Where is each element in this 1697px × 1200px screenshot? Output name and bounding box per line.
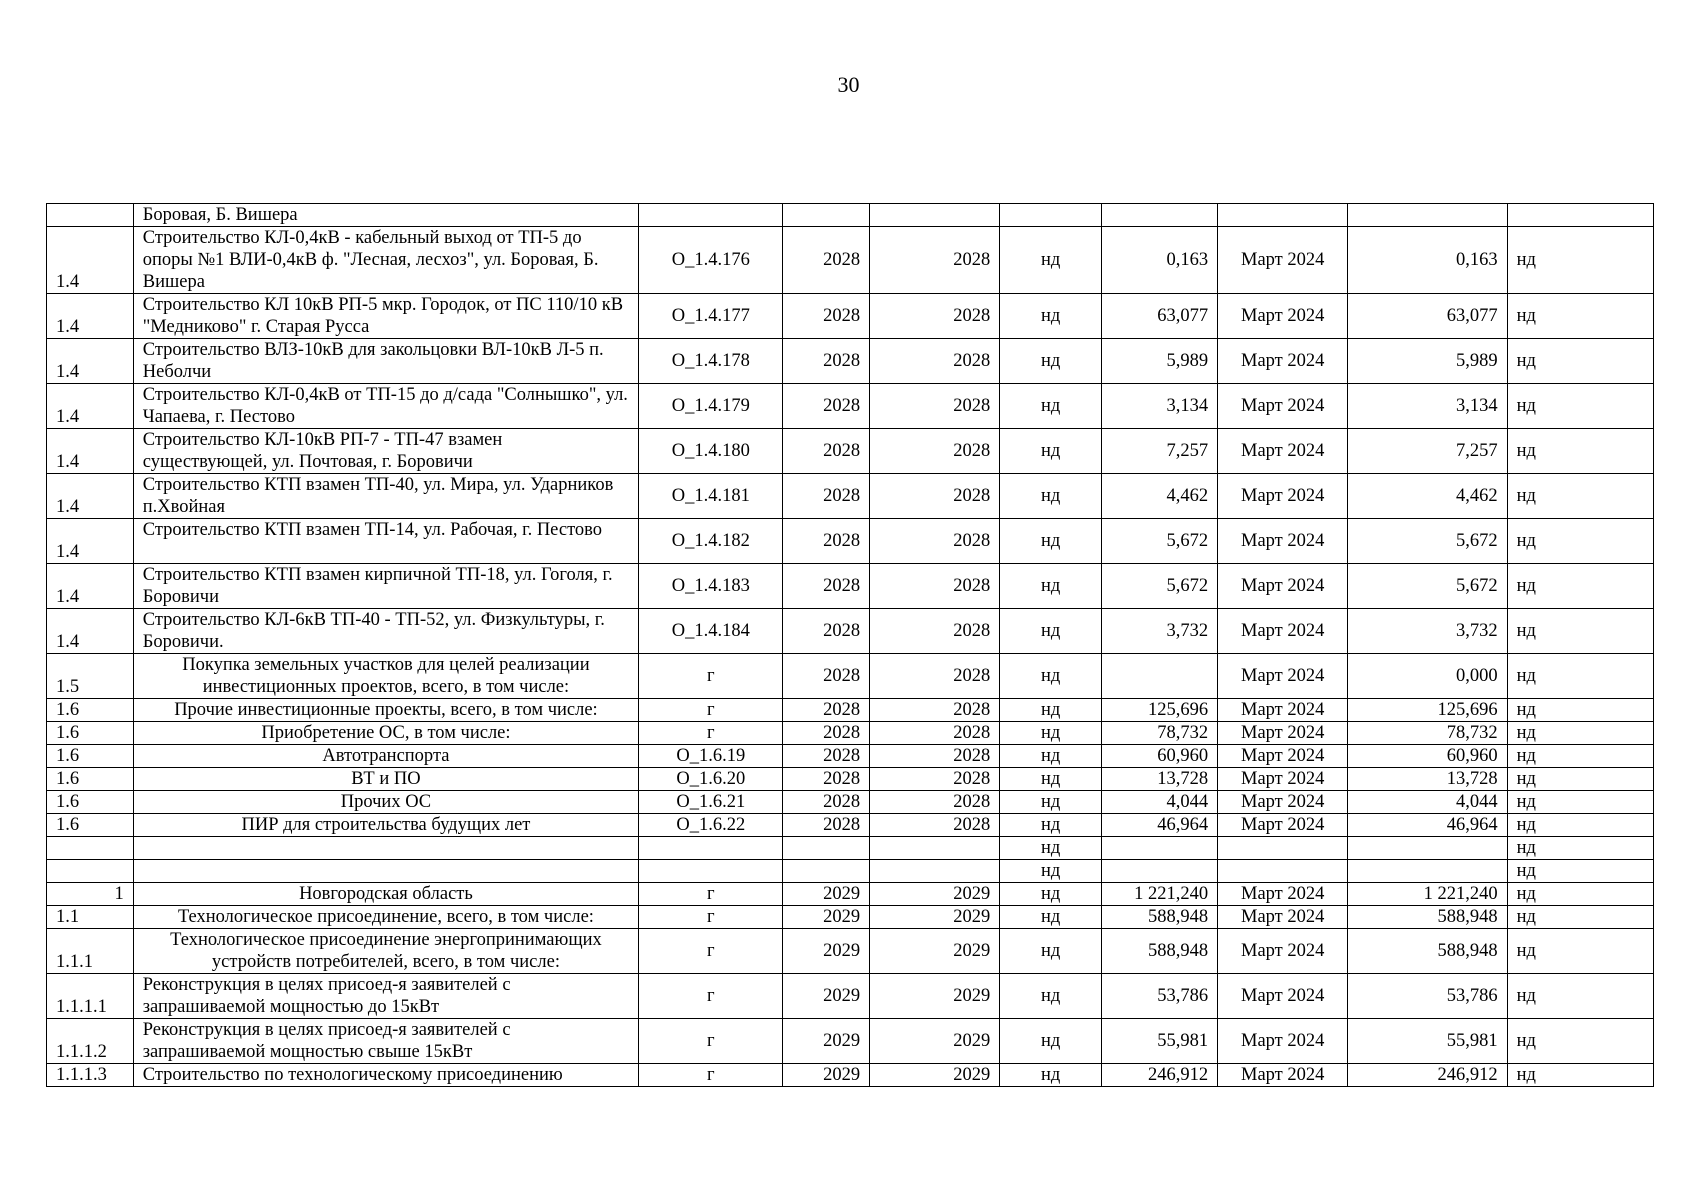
nd-value: нд [1000,654,1102,699]
row-number: 1.6 [47,768,134,791]
project-name: Строительство КТП взамен кирпичной ТП-18, ул. Гоголя, г. Боровичи [133,564,638,609]
total-cost-value: 3,732 [1348,609,1507,654]
end-year: 2028 [870,384,1000,429]
nd-value: нд [1000,429,1102,474]
total-cost-value: 125,696 [1348,699,1507,722]
project-name: Технологическое присоединение, всего, в том числе: [133,906,638,929]
end-year: 2028 [870,474,1000,519]
project-code [639,837,783,860]
start-year: 2028 [783,768,870,791]
price-date: Март 2024 [1218,1064,1348,1087]
project-code: О_1.4.182 [639,519,783,564]
nd-value-2: нд [1507,906,1653,929]
nd-value-2: нд [1507,929,1653,974]
project-code: О_1.4.184 [639,609,783,654]
project-name: Технологическое присоединение энергопринимающих устройств потребителей, всего, в том числе: [133,929,638,974]
total-cost-value: 246,912 [1348,1064,1507,1087]
table-row [47,519,1654,564]
price-date: Март 2024 [1218,294,1348,339]
row-number [47,860,134,883]
total-cost-value: 78,732 [1348,722,1507,745]
end-year: 2029 [870,906,1000,929]
end-year: 2029 [870,1064,1000,1087]
table-row [47,609,1654,654]
project-name: Боровая, Б. Вишера [133,204,638,227]
nd-value-2: нд [1507,654,1653,699]
project-code: О_1.4.181 [639,474,783,519]
table-row [47,1019,1654,1064]
table-row [47,791,1654,814]
row-number: 1.5 [47,654,134,699]
nd-value: нд [1000,929,1102,974]
project-code: О_1.4.180 [639,429,783,474]
table-row [47,294,1654,339]
row-number: 1.4 [47,384,134,429]
nd-value-2: нд [1507,722,1653,745]
end-year [870,837,1000,860]
start-year: 2028 [783,384,870,429]
nd-value-2: нд [1507,837,1653,860]
nd-value: нд [1000,768,1102,791]
cost-value: 4,044 [1102,791,1218,814]
row-number: 1.6 [47,722,134,745]
project-name: Строительство КЛ-0,4кВ - кабельный выход от ТП-5 до опоры №1 ВЛИ-0,4кВ ф. "Лесная, лесхоз", ул. Боровая, Б. Вишера [133,227,638,294]
nd-value-2: нд [1507,974,1653,1019]
investment-program-table [46,203,1654,1087]
project-name [133,837,638,860]
project-name: ВТ и ПО [133,768,638,791]
row-number [47,837,134,860]
project-code: г [639,654,783,699]
start-year: 2029 [783,1064,870,1087]
cost-value: 5,672 [1102,519,1218,564]
start-year: 2028 [783,429,870,474]
row-number: 1.4 [47,564,134,609]
nd-value: нд [1000,860,1102,883]
nd-value: нд [1000,294,1102,339]
end-year: 2028 [870,814,1000,837]
total-cost-value: 55,981 [1348,1019,1507,1064]
project-name: ПИР для строительства будущих лет [133,814,638,837]
table-row [47,974,1654,1019]
cost-value: 588,948 [1102,929,1218,974]
row-number: 1 [47,883,134,906]
price-date: Март 2024 [1218,654,1348,699]
end-year: 2028 [870,294,1000,339]
cost-value: 46,964 [1102,814,1218,837]
start-year: 2028 [783,474,870,519]
row-number: 1.1.1 [47,929,134,974]
cost-value: 5,672 [1102,564,1218,609]
total-cost-value: 5,989 [1348,339,1507,384]
project-name: Реконструкция в целях присоед-я заявителей с запрашиваемой мощностью до 15кВт [133,974,638,1019]
row-number: 1.4 [47,227,134,294]
project-name [133,860,638,883]
nd-value-2: нд [1507,1064,1653,1087]
table-row [47,768,1654,791]
total-cost-value: 0,000 [1348,654,1507,699]
price-date: Март 2024 [1218,1019,1348,1064]
row-number: 1.6 [47,814,134,837]
nd-value: нд [1000,837,1102,860]
end-year: 2029 [870,883,1000,906]
nd-value-2: нд [1507,227,1653,294]
start-year: 2029 [783,906,870,929]
start-year: 2028 [783,699,870,722]
table-row [47,699,1654,722]
end-year: 2028 [870,609,1000,654]
cost-value: 588,948 [1102,906,1218,929]
project-name: Строительство ВЛЗ-10кВ для закольцовки ВЛ-10кВ Л-5 п. Неболчи [133,339,638,384]
project-name: Строительство КЛ 10кВ РП-5 мкр. Городок, от ПС 110/10 кВ "Медниково" г. Старая Русса [133,294,638,339]
end-year: 2029 [870,1019,1000,1064]
start-year: 2028 [783,609,870,654]
table-row [47,654,1654,699]
price-date [1218,204,1348,227]
cost-value: 3,732 [1102,609,1218,654]
end-year: 2028 [870,768,1000,791]
start-year [783,204,870,227]
project-code: г [639,974,783,1019]
nd-value: нд [1000,609,1102,654]
start-year: 2029 [783,883,870,906]
price-date: Март 2024 [1218,929,1348,974]
project-name: Строительство КТП взамен ТП-14, ул. Рабочая, г. Пестово [133,519,638,564]
end-year: 2028 [870,227,1000,294]
price-date: Март 2024 [1218,768,1348,791]
nd-value [1000,204,1102,227]
project-name: Автотранспорта [133,745,638,768]
project-code [639,204,783,227]
end-year: 2028 [870,791,1000,814]
row-number: 1.6 [47,791,134,814]
end-year: 2028 [870,699,1000,722]
end-year: 2028 [870,429,1000,474]
table-row [47,227,1654,294]
end-year: 2029 [870,974,1000,1019]
start-year: 2028 [783,722,870,745]
nd-value: нд [1000,745,1102,768]
nd-value: нд [1000,722,1102,745]
row-number: 1.4 [47,474,134,519]
nd-value: нд [1000,814,1102,837]
cost-value: 0,163 [1102,227,1218,294]
total-cost-value: 46,964 [1348,814,1507,837]
start-year: 2029 [783,929,870,974]
row-number [47,204,134,227]
cost-value: 7,257 [1102,429,1218,474]
cost-value: 60,960 [1102,745,1218,768]
project-code: О_1.6.22 [639,814,783,837]
start-year: 2029 [783,1019,870,1064]
nd-value: нд [1000,791,1102,814]
cost-value: 63,077 [1102,294,1218,339]
start-year: 2028 [783,564,870,609]
cost-value: 78,732 [1102,722,1218,745]
project-code: г [639,1019,783,1064]
project-name: Реконструкция в целях присоед-я заявителей с запрашиваемой мощностью свыше 15кВт [133,1019,638,1064]
project-code: О_1.4.176 [639,227,783,294]
price-date: Март 2024 [1218,519,1348,564]
cost-value: 4,462 [1102,474,1218,519]
start-year: 2028 [783,519,870,564]
end-year: 2028 [870,339,1000,384]
project-code: г [639,722,783,745]
project-name: Строительство КЛ-0,4кВ от ТП-15 до д/сада "Солнышко", ул. Чапаева, г. Пестово [133,384,638,429]
project-code: г [639,929,783,974]
project-code [639,860,783,883]
cost-value: 3,134 [1102,384,1218,429]
table-row [47,564,1654,609]
price-date: Март 2024 [1218,564,1348,609]
price-date: Март 2024 [1218,699,1348,722]
nd-value-2: нд [1507,339,1653,384]
price-date: Март 2024 [1218,974,1348,1019]
nd-value-2: нд [1507,384,1653,429]
table-row [47,1064,1654,1087]
row-number: 1.4 [47,339,134,384]
table-row [47,339,1654,384]
project-code: О_1.4.177 [639,294,783,339]
end-year: 2028 [870,519,1000,564]
row-number: 1.1.1.1 [47,974,134,1019]
project-code: г [639,699,783,722]
nd-value-2: нд [1507,609,1653,654]
price-date: Март 2024 [1218,791,1348,814]
table-row [47,837,1654,860]
nd-value: нд [1000,883,1102,906]
table-row [47,860,1654,883]
row-number: 1.6 [47,745,134,768]
project-name: Строительство КЛ-10кВ РП-7 - ТП-47 взамен существующей, ул. Почтовая, г. Боровичи [133,429,638,474]
price-date: Март 2024 [1218,906,1348,929]
nd-value-2: нд [1507,814,1653,837]
nd-value: нд [1000,227,1102,294]
page-number: 30 [837,72,860,97]
start-year: 2028 [783,814,870,837]
start-year: 2028 [783,294,870,339]
table-row [47,883,1654,906]
price-date: Март 2024 [1218,429,1348,474]
start-year: 2028 [783,227,870,294]
nd-value-2: нд [1507,699,1653,722]
total-cost-value: 53,786 [1348,974,1507,1019]
total-cost-value [1348,837,1507,860]
end-year [870,860,1000,883]
nd-value: нд [1000,1019,1102,1064]
end-year: 2028 [870,722,1000,745]
nd-value: нд [1000,906,1102,929]
project-code: г [639,883,783,906]
project-name: Прочие инвестиционные проекты, всего, в том числе: [133,699,638,722]
cost-value: 5,989 [1102,339,1218,384]
project-code: г [639,906,783,929]
nd-value-2: нд [1507,294,1653,339]
nd-value-2: нд [1507,1019,1653,1064]
project-name: Строительство КЛ-6кВ ТП-40 - ТП-52, ул. Физкультуры, г. Боровичи. [133,609,638,654]
end-year [870,204,1000,227]
nd-value-2: нд [1507,745,1653,768]
nd-value-2 [1507,204,1653,227]
price-date: Март 2024 [1218,814,1348,837]
price-date: Март 2024 [1218,722,1348,745]
total-cost-value: 1 221,240 [1348,883,1507,906]
project-code: О_1.4.179 [639,384,783,429]
total-cost-value: 0,163 [1348,227,1507,294]
nd-value: нд [1000,384,1102,429]
start-year [783,860,870,883]
start-year: 2028 [783,791,870,814]
nd-value-2: нд [1507,429,1653,474]
cost-value: 53,786 [1102,974,1218,1019]
price-date: Март 2024 [1218,609,1348,654]
table-row [47,474,1654,519]
price-date: Март 2024 [1218,384,1348,429]
project-name: Прочих ОС [133,791,638,814]
nd-value-2: нд [1507,474,1653,519]
row-number: 1.1.1.3 [47,1064,134,1087]
total-cost-value: 7,257 [1348,429,1507,474]
start-year: 2028 [783,745,870,768]
total-cost-value: 5,672 [1348,519,1507,564]
total-cost-value: 588,948 [1348,929,1507,974]
project-code: О_1.4.178 [639,339,783,384]
project-code: г [639,1064,783,1087]
cost-value: 125,696 [1102,699,1218,722]
table-row [47,384,1654,429]
start-year [783,837,870,860]
total-cost-value: 5,672 [1348,564,1507,609]
total-cost-value [1348,860,1507,883]
cost-value: 1 221,240 [1102,883,1218,906]
project-code: О_1.6.19 [639,745,783,768]
nd-value-2: нд [1507,860,1653,883]
nd-value-2: нд [1507,564,1653,609]
price-date [1218,860,1348,883]
nd-value: нд [1000,339,1102,384]
total-cost-value [1348,204,1507,227]
project-name: Новгородская область [133,883,638,906]
nd-value-2: нд [1507,768,1653,791]
cost-value: 55,981 [1102,1019,1218,1064]
total-cost-value: 13,728 [1348,768,1507,791]
project-name: Строительство по технологическому присоединению [133,1064,638,1087]
end-year: 2029 [870,929,1000,974]
price-date [1218,837,1348,860]
cost-value [1102,654,1218,699]
price-date: Март 2024 [1218,883,1348,906]
table-row [47,906,1654,929]
row-number: 1.1.1.2 [47,1019,134,1064]
end-year: 2028 [870,564,1000,609]
total-cost-value: 588,948 [1348,906,1507,929]
nd-value: нд [1000,974,1102,1019]
price-date: Март 2024 [1218,339,1348,384]
nd-value: нд [1000,519,1102,564]
table-row [47,929,1654,974]
end-year: 2028 [870,745,1000,768]
nd-value: нд [1000,699,1102,722]
total-cost-value: 60,960 [1348,745,1507,768]
total-cost-value: 63,077 [1348,294,1507,339]
cost-value [1102,837,1218,860]
row-number: 1.4 [47,429,134,474]
end-year: 2028 [870,654,1000,699]
row-number: 1.4 [47,294,134,339]
nd-value-2: нд [1507,791,1653,814]
nd-value: нд [1000,474,1102,519]
nd-value-2: нд [1507,883,1653,906]
table-row [47,814,1654,837]
project-code: О_1.6.20 [639,768,783,791]
table-row [47,204,1654,227]
project-code: О_1.6.21 [639,791,783,814]
project-code: О_1.4.183 [639,564,783,609]
cost-value [1102,204,1218,227]
total-cost-value: 4,462 [1348,474,1507,519]
price-date: Март 2024 [1218,227,1348,294]
start-year: 2029 [783,974,870,1019]
table-row [47,745,1654,768]
price-date: Март 2024 [1218,474,1348,519]
project-name: Покупка земельных участков для целей реализации инвестиционных проектов, всего, в том числе: [133,654,638,699]
cost-value: 246,912 [1102,1064,1218,1087]
row-number: 1.4 [47,609,134,654]
nd-value: нд [1000,564,1102,609]
total-cost-value: 3,134 [1348,384,1507,429]
row-number: 1.1 [47,906,134,929]
start-year: 2028 [783,654,870,699]
start-year: 2028 [783,339,870,384]
nd-value-2: нд [1507,519,1653,564]
row-number: 1.4 [47,519,134,564]
total-cost-value: 4,044 [1348,791,1507,814]
project-name: Приобретение ОС, в том числе: [133,722,638,745]
cost-value: 13,728 [1102,768,1218,791]
price-date: Март 2024 [1218,745,1348,768]
row-number: 1.6 [47,699,134,722]
cost-value [1102,860,1218,883]
table-row [47,722,1654,745]
nd-value: нд [1000,1064,1102,1087]
table-row [47,429,1654,474]
project-name: Строительство КТП взамен ТП-40, ул. Мира, ул. Ударников п.Хвойная [133,474,638,519]
